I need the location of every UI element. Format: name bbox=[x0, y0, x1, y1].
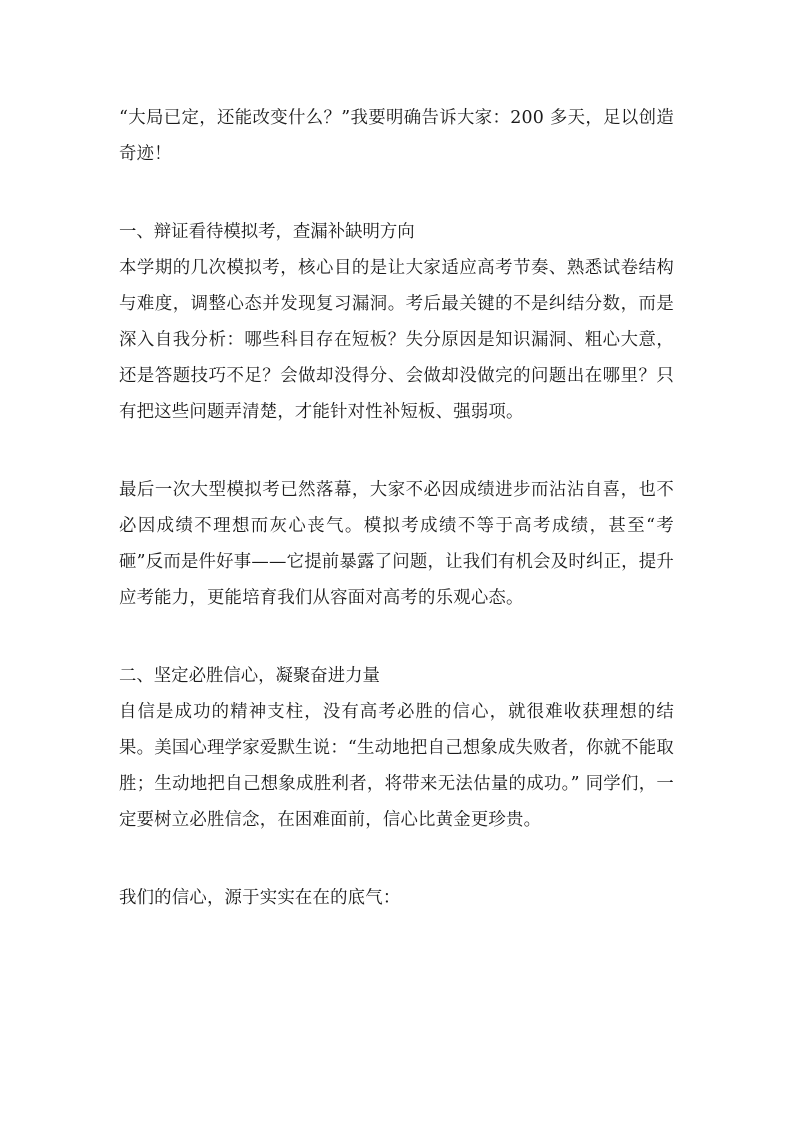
spacer bbox=[119, 838, 674, 880]
section-1-heading: 一、辩证看待模拟考，查漏补缺明方向 bbox=[119, 222, 415, 242]
spacer bbox=[119, 172, 674, 214]
section-2-paragraph-2: 我们的信心，源于实实在在的底气： bbox=[119, 888, 401, 908]
section-1-paragraph-2: 最后一次大型模拟考已然落幕，大家不必因成绩进步而沾沾自喜，也不必因成绩不理想而灰心丧气。模拟考成绩不等于高考成绩，甚至“考砸”反而是件好事——它提前暴露了问题，让我们有机会及时纠正，提升应考能力，更能培育我们从容面对高考的乐观心态。 bbox=[119, 480, 674, 608]
section-1-paragraph-1: 本学期的几次模拟考，核心目的是让大家适应高考节奏、熟悉试卷结构与难度，调整心态并发现复习漏洞。考后最关键的不是纠结分数，而是深入自我分析：哪些科目存在短板？失分原因是知识漏洞、粗心大意，还是答题技巧不足？会做却没得分、会做却没做完的问题出在哪里？只有把这些问题弄清楚，才能针对性补短板、强弱项。 bbox=[119, 258, 674, 422]
section-2-heading: 二、坚定必胜信心，凝聚奋进力量 bbox=[119, 666, 380, 686]
section-2-paragraph-1: 自信是成功的精神支柱，没有高考必胜的信心，就很难收获理想的结果。美国心理学家爱默生说：“生动地把自己想象成失败者，你就不能取胜；生动地把自己想象成胜利者，将带来无法估量的成功。” 同学们，一定要树立必胜信念，在困难面前，信心比黄金更珍贵。 bbox=[119, 702, 674, 830]
spacer bbox=[119, 616, 674, 658]
spacer bbox=[119, 430, 674, 472]
intro-paragraph: “大局已定，还能改变什么？”我要明确告诉大家：200 多天，足以创造奇迹！ bbox=[119, 108, 674, 164]
document-body bbox=[119, 100, 674, 916]
